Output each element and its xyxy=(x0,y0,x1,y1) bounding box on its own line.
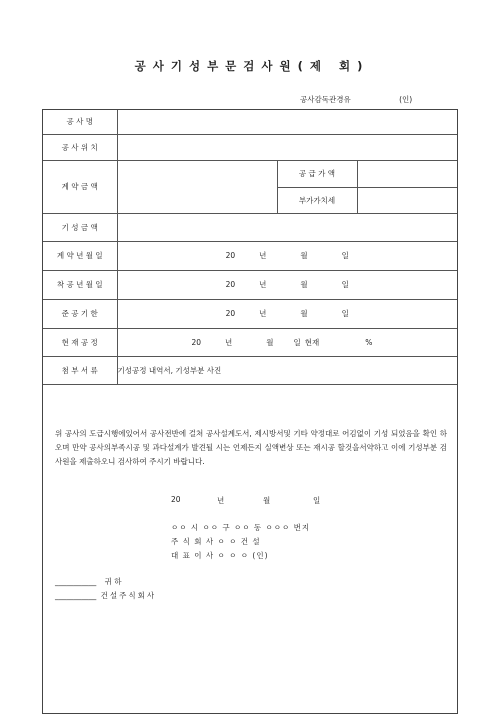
company-representative: 대 표 이 사 ㅇ ㅇ ㅇ (인) xyxy=(171,551,269,560)
supervisor-line xyxy=(300,94,412,105)
recipient-blank[interactable]: ___________ xyxy=(55,577,97,586)
supply-price-label: 공 급 가 액 xyxy=(277,160,357,187)
form-table xyxy=(43,110,457,385)
progress-amount-label: 기 성 금 액 xyxy=(43,213,117,241)
contract-date-year: 년 xyxy=(259,251,267,260)
form-sheet xyxy=(42,109,458,714)
company-address: ㅇㅇ 시 ㅇㅇ 구 ㅇㅇ 동 ㅇㅇㅇ 번지 xyxy=(171,523,311,532)
completion-date-year: 년 xyxy=(259,309,267,318)
start-date-month: 월 xyxy=(300,280,308,289)
contract-date-month: 월 xyxy=(300,251,308,260)
progress-date-day: 일 xyxy=(293,337,301,347)
document-title: 공사기성부문검사원(제 회) xyxy=(134,59,370,73)
start-date-year: 년 xyxy=(259,280,267,289)
supervisor-label: 공사감독관경유 xyxy=(300,95,351,104)
signature-date-day: 일 xyxy=(313,496,321,505)
copy-blank[interactable]: ___________ xyxy=(55,591,97,600)
project-location-label: 공 사 위 치 xyxy=(43,134,117,160)
recipient-line xyxy=(55,576,122,587)
contract-amount-field[interactable] xyxy=(117,160,277,213)
contract-date-day: 일 xyxy=(341,251,349,260)
completion-date-month: 월 xyxy=(300,309,308,318)
completion-date-prefix: 20 xyxy=(225,309,236,318)
supervisor-seal: (인) xyxy=(399,95,413,104)
completion-deadline-label: 준 공 기 한 xyxy=(43,299,117,328)
project-location-field[interactable] xyxy=(117,134,457,160)
completion-deadline-field[interactable] xyxy=(117,299,457,328)
progress-amount-field[interactable] xyxy=(117,213,457,241)
signature-date-prefix: 20 xyxy=(171,495,181,504)
start-date-label: 착 공 년 월 일 xyxy=(43,270,117,299)
recipient-suffix: 귀 하 xyxy=(104,577,122,586)
progress-date-prefix: 20 xyxy=(191,337,202,347)
declaration-text: 위 공사의 도급시행에있어서 공사전반에 걸쳐 공사설계도서, 제시방서및 기타 약정대로 어김없이 기성 되었음을 확인 하오며 만약 공사의부족시공 및 과다설계가 발견될 시는 언제든지 실액변상 또는 재시공 할것을서약하고 이에 기성부분 검사원을 제출하오니 검사하여 주시기 바랍니다. xyxy=(55,429,447,466)
current-progress-label: 현 재 공 정 xyxy=(43,328,117,356)
contract-date-field[interactable] xyxy=(117,241,457,270)
project-name-field[interactable] xyxy=(117,110,457,134)
copy-line xyxy=(55,590,156,601)
attachments-label: 첨 부 서 류 xyxy=(43,356,117,384)
progress-date-year: 년 xyxy=(225,337,233,347)
signature-date-month: 월 xyxy=(263,496,271,505)
completion-date-day: 일 xyxy=(341,309,349,318)
signature-date-year: 년 xyxy=(217,496,225,505)
progress-current-label: 현재 xyxy=(304,337,320,347)
contract-date-prefix: 20 xyxy=(225,251,236,260)
start-date-day: 일 xyxy=(341,280,349,289)
start-date-field[interactable] xyxy=(117,270,457,299)
current-progress-field[interactable] xyxy=(117,328,457,356)
attachments-value: 기성공정 내역서, 기성부분 사진 xyxy=(117,356,457,384)
contract-amount-label: 계 약 금 액 xyxy=(43,160,117,213)
project-name-label: 공 사 명 xyxy=(43,110,117,134)
progress-date-month: 월 xyxy=(266,337,274,347)
vat-label: 부가가치세 xyxy=(277,187,357,213)
vat-field[interactable] xyxy=(357,187,457,213)
company-name: 주 식 회 사 ㅇ ㅇ 건 설 xyxy=(171,537,261,546)
supply-price-field[interactable] xyxy=(357,160,457,187)
progress-percent-unit: % xyxy=(365,337,373,347)
start-date-prefix: 20 xyxy=(225,280,236,289)
contract-date-label: 계 약 년 월 일 xyxy=(43,241,117,270)
copy-suffix: 건설주식회사 xyxy=(100,591,157,600)
